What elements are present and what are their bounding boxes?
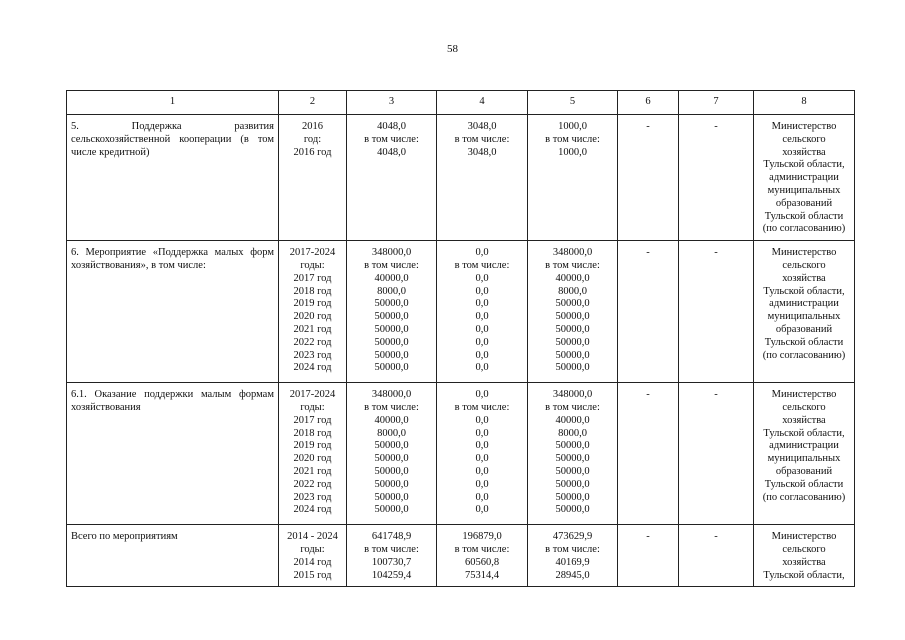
cell-line: 0,0 xyxy=(475,247,489,259)
cell-line: образований xyxy=(775,197,833,209)
cell-line: 0,0 xyxy=(475,504,489,516)
cell-line: 1000,0 xyxy=(558,121,587,132)
cell-line: Тульской области xyxy=(764,336,844,348)
table-cell-col7 xyxy=(679,115,754,241)
table-cell-col4 xyxy=(437,525,528,587)
table-cell-col1 xyxy=(67,383,279,525)
measures-table xyxy=(66,90,855,587)
cell-line: (по согласованию) xyxy=(762,491,846,503)
cell-line: 3048,0 xyxy=(467,146,497,158)
cell-line: (по согласованию) xyxy=(762,223,846,235)
table-cell-col5 xyxy=(528,383,618,525)
table-cell-col7 xyxy=(679,241,754,383)
table-cell-col3 xyxy=(347,525,437,587)
cell-line: 2017-2024 xyxy=(289,247,336,259)
cell-line: 2019 год xyxy=(293,298,332,310)
cell-line: Министерство xyxy=(771,247,837,259)
cell-line: 40000,0 xyxy=(374,414,409,426)
table-cell-col7 xyxy=(679,525,754,587)
cell-line: 2016 xyxy=(302,121,323,132)
cell-line: 50000,0 xyxy=(374,336,409,348)
cell-line: 4048,0 xyxy=(377,121,406,132)
header-cell-1: 1 xyxy=(67,91,279,115)
cell-line: в том числе: xyxy=(454,543,510,555)
cell-line: 196879,0 xyxy=(462,531,502,543)
cell-line: 0,0 xyxy=(475,389,489,401)
header-cell-3: 3 xyxy=(347,91,437,115)
cell-line: 0,0 xyxy=(475,323,489,335)
dash-mark: - xyxy=(646,389,650,401)
cell-line: администрации xyxy=(769,298,839,310)
cell-line: в том числе: xyxy=(545,133,600,145)
cell-line: 0,0 xyxy=(475,285,489,297)
table-cell-col2 xyxy=(279,383,347,525)
cell-line: 50000,0 xyxy=(555,349,590,361)
dash-mark: - xyxy=(646,531,650,543)
cell-line: 2021 год xyxy=(293,323,332,335)
cell-line: 5. Поддержка развития xyxy=(71,121,274,132)
cell-line: 2021 год xyxy=(293,465,332,477)
cell-line: 50000,0 xyxy=(555,362,590,374)
cell-line: 2017 год xyxy=(293,272,332,284)
cell-line: 2024 год xyxy=(293,362,332,374)
cell-line: 0,0 xyxy=(475,272,489,284)
cell-line: 348000,0 xyxy=(371,389,412,401)
cell-line: 0,0 xyxy=(475,414,489,426)
cell-line: 2017-2024 xyxy=(289,389,336,401)
cell-line: 0,0 xyxy=(475,465,489,477)
cell-line: 2018 год xyxy=(293,427,332,439)
cell-line: сельского xyxy=(782,133,826,145)
cell-line: сельскохозяйственной кооперации (в том xyxy=(71,133,274,145)
header-cell-8: 8 xyxy=(754,91,855,115)
table-cell-col8 xyxy=(754,241,855,383)
cell-line: 2022 год xyxy=(293,478,332,490)
cell-line: годы: xyxy=(300,543,325,555)
cell-line: 50000,0 xyxy=(555,323,590,335)
cell-line: образований xyxy=(775,323,833,335)
cell-line: 8000,0 xyxy=(558,285,587,297)
cell-line: 50000,0 xyxy=(374,491,409,503)
cell-line: администрации xyxy=(769,440,839,452)
dash-mark: - xyxy=(714,389,718,401)
dash-mark: - xyxy=(714,121,718,132)
cell-line: в том числе: xyxy=(454,133,510,145)
cell-line: 2019 год xyxy=(293,440,332,452)
header-cell-2: 2 xyxy=(279,91,347,115)
table-header-row xyxy=(67,91,855,115)
cell-line: годы: xyxy=(300,401,325,413)
cell-line: 6.1. Оказание поддержки малым формам xyxy=(71,389,274,401)
cell-line: 50000,0 xyxy=(555,504,590,516)
cell-line: 348000,0 xyxy=(371,247,412,259)
cell-line: 0,0 xyxy=(475,298,489,310)
cell-line: 50000,0 xyxy=(374,298,409,310)
cell-line: муниципальных xyxy=(767,311,841,323)
cell-line: в том числе: xyxy=(364,543,419,555)
cell-line: 0,0 xyxy=(475,336,489,348)
cell-line: Министерство xyxy=(771,121,837,132)
cell-line: 75314,4 xyxy=(464,569,500,581)
cell-line: Тульской области xyxy=(764,478,844,490)
cell-line: 4048,0 xyxy=(377,146,406,158)
cell-line: 2020 год xyxy=(293,311,332,323)
cell-line: 0,0 xyxy=(475,453,489,465)
cell-line: 2014 год xyxy=(293,556,332,568)
cell-line: 2023 год xyxy=(293,349,332,361)
cell-line: в том числе: xyxy=(454,259,510,271)
cell-line: 348000,0 xyxy=(552,247,593,259)
cell-line: 0,0 xyxy=(475,491,489,503)
table-cell-col5 xyxy=(528,241,618,383)
cell-line: год: xyxy=(303,133,322,145)
cell-line: сельского xyxy=(782,543,826,555)
header-cell-7: 7 xyxy=(679,91,754,115)
header-cell-6: 6 xyxy=(618,91,679,115)
table-cell-col7 xyxy=(679,383,754,525)
cell-line: 2020 год xyxy=(293,453,332,465)
dash-mark: - xyxy=(646,247,650,259)
cell-line: 50000,0 xyxy=(374,440,409,452)
cell-line: 8000,0 xyxy=(377,285,406,297)
cell-line: 6. Мероприятие «Поддержка малых форм xyxy=(71,247,274,259)
cell-line: 2014 - 2024 xyxy=(287,531,338,543)
cell-line: хозяйствования», в том числе: xyxy=(71,259,206,271)
cell-line: 50000,0 xyxy=(374,478,409,490)
cell-line: 40000,0 xyxy=(555,272,590,284)
cell-line: 28945,0 xyxy=(555,569,590,581)
cell-line: в том числе: xyxy=(454,401,510,413)
table-cell-col8 xyxy=(754,525,855,587)
cell-line: 348000,0 xyxy=(552,389,593,401)
cell-line: 641748,9 xyxy=(371,531,412,543)
cell-line: в том числе: xyxy=(545,401,600,413)
cell-line: 50000,0 xyxy=(374,453,409,465)
page-number: 58 xyxy=(447,43,458,55)
cell-line: Министерство xyxy=(771,531,837,543)
cell-line: 104259,4 xyxy=(371,569,412,581)
dash-mark: - xyxy=(646,121,650,132)
cell-line: в том числе: xyxy=(545,259,600,271)
cell-line: 2017 год xyxy=(293,414,332,426)
cell-line: 50000,0 xyxy=(374,349,409,361)
cell-line: 0,0 xyxy=(475,311,489,323)
cell-line: сельского xyxy=(782,259,826,271)
cell-line: 8000,0 xyxy=(558,427,587,439)
cell-line: сельского xyxy=(782,401,826,413)
cell-line: 50000,0 xyxy=(555,491,590,503)
table-cell-col2 xyxy=(279,241,347,383)
cell-line: хозяйства xyxy=(782,272,826,284)
cell-line: 50000,0 xyxy=(374,465,409,477)
cell-line: 50000,0 xyxy=(374,311,409,323)
cell-line: 50000,0 xyxy=(555,336,590,348)
cell-line: 40000,0 xyxy=(374,272,409,284)
cell-line: 40169,9 xyxy=(555,556,590,568)
cell-line: образований xyxy=(775,465,833,477)
cell-line: годы: xyxy=(300,259,325,271)
table-row xyxy=(67,383,855,525)
cell-line: 50000,0 xyxy=(555,453,590,465)
cell-line: муниципальных xyxy=(767,453,841,465)
header-cell-5: 5 xyxy=(528,91,618,115)
cell-line: в том числе: xyxy=(545,543,600,555)
cell-line: 40000,0 xyxy=(555,414,590,426)
cell-line: 8000,0 xyxy=(377,427,406,439)
cell-line: хозяйствования xyxy=(71,401,141,413)
cell-line: в том числе: xyxy=(364,259,419,271)
cell-line: (по согласованию) xyxy=(762,349,846,361)
cell-line: 2018 год xyxy=(293,285,332,297)
cell-line: муниципальных xyxy=(767,184,841,196)
table-row xyxy=(67,115,855,241)
table-cell-col6 xyxy=(618,525,679,587)
cell-line: хозяйства xyxy=(782,146,826,158)
table-cell-col1 xyxy=(67,115,279,241)
table-cell-col1 xyxy=(67,241,279,383)
cell-line: Тульской области, xyxy=(763,159,845,171)
cell-line: 1000,0 xyxy=(558,146,587,158)
cell-line: 0,0 xyxy=(475,427,489,439)
cell-line: 473629,9 xyxy=(552,531,593,543)
cell-line: администрации xyxy=(769,172,839,184)
cell-line: числе кредитной) xyxy=(71,146,150,158)
table-cell-col2 xyxy=(279,115,347,241)
table-cell-col8 xyxy=(754,383,855,525)
cell-line: в том числе: xyxy=(364,133,419,145)
table-cell-col4 xyxy=(437,241,528,383)
cell-line: хозяйства xyxy=(782,414,826,426)
cell-line: Тульской области, xyxy=(763,285,845,297)
table-cell-col3 xyxy=(347,115,437,241)
cell-line: Тульской области, xyxy=(763,427,845,439)
table-cell-col4 xyxy=(437,383,528,525)
cell-line: Тульской области xyxy=(764,210,844,222)
cell-line: 50000,0 xyxy=(374,323,409,335)
cell-line: 50000,0 xyxy=(555,298,590,310)
table-cell-col4 xyxy=(437,115,528,241)
table-row xyxy=(67,241,855,383)
cell-line: 50000,0 xyxy=(555,440,590,452)
cell-line: 50000,0 xyxy=(555,465,590,477)
cell-line: 0,0 xyxy=(475,349,489,361)
table-cell-col2 xyxy=(279,525,347,587)
cell-line: Всего по мероприятиям xyxy=(71,531,178,543)
cell-line: 2023 год xyxy=(293,491,332,503)
cell-line: 50000,0 xyxy=(374,362,409,374)
cell-line: 2016 год xyxy=(293,146,332,158)
dash-mark: - xyxy=(714,247,718,259)
table-cell-col5 xyxy=(528,525,618,587)
header-cell-4: 4 xyxy=(437,91,528,115)
cell-line: Министерство xyxy=(771,389,837,401)
cell-line: Тульской области, xyxy=(763,569,845,581)
table-cell-col6 xyxy=(618,115,679,241)
cell-line: 60560,8 xyxy=(464,556,500,568)
cell-line: хозяйства xyxy=(782,556,826,568)
table-row xyxy=(67,525,855,587)
table-cell-col3 xyxy=(347,241,437,383)
dash-mark: - xyxy=(714,531,718,543)
cell-line: 0,0 xyxy=(475,440,489,452)
cell-line: 50000,0 xyxy=(555,311,590,323)
cell-line: 3048,0 xyxy=(467,121,497,132)
cell-line: 0,0 xyxy=(475,478,489,490)
table-cell-col1 xyxy=(67,525,279,587)
table-cell-col8 xyxy=(754,115,855,241)
cell-line: 50000,0 xyxy=(374,504,409,516)
cell-line: 100730,7 xyxy=(371,556,412,568)
cell-line: 2022 год xyxy=(293,336,332,348)
table-cell-col6 xyxy=(618,383,679,525)
cell-line: 0,0 xyxy=(475,362,489,374)
table-cell-col3 xyxy=(347,383,437,525)
cell-line: в том числе: xyxy=(364,401,419,413)
cell-line: 2024 год xyxy=(293,504,332,516)
cell-line: 2015 год xyxy=(293,569,332,581)
table-cell-col5 xyxy=(528,115,618,241)
table-cell-col6 xyxy=(618,241,679,383)
cell-line: 50000,0 xyxy=(555,478,590,490)
